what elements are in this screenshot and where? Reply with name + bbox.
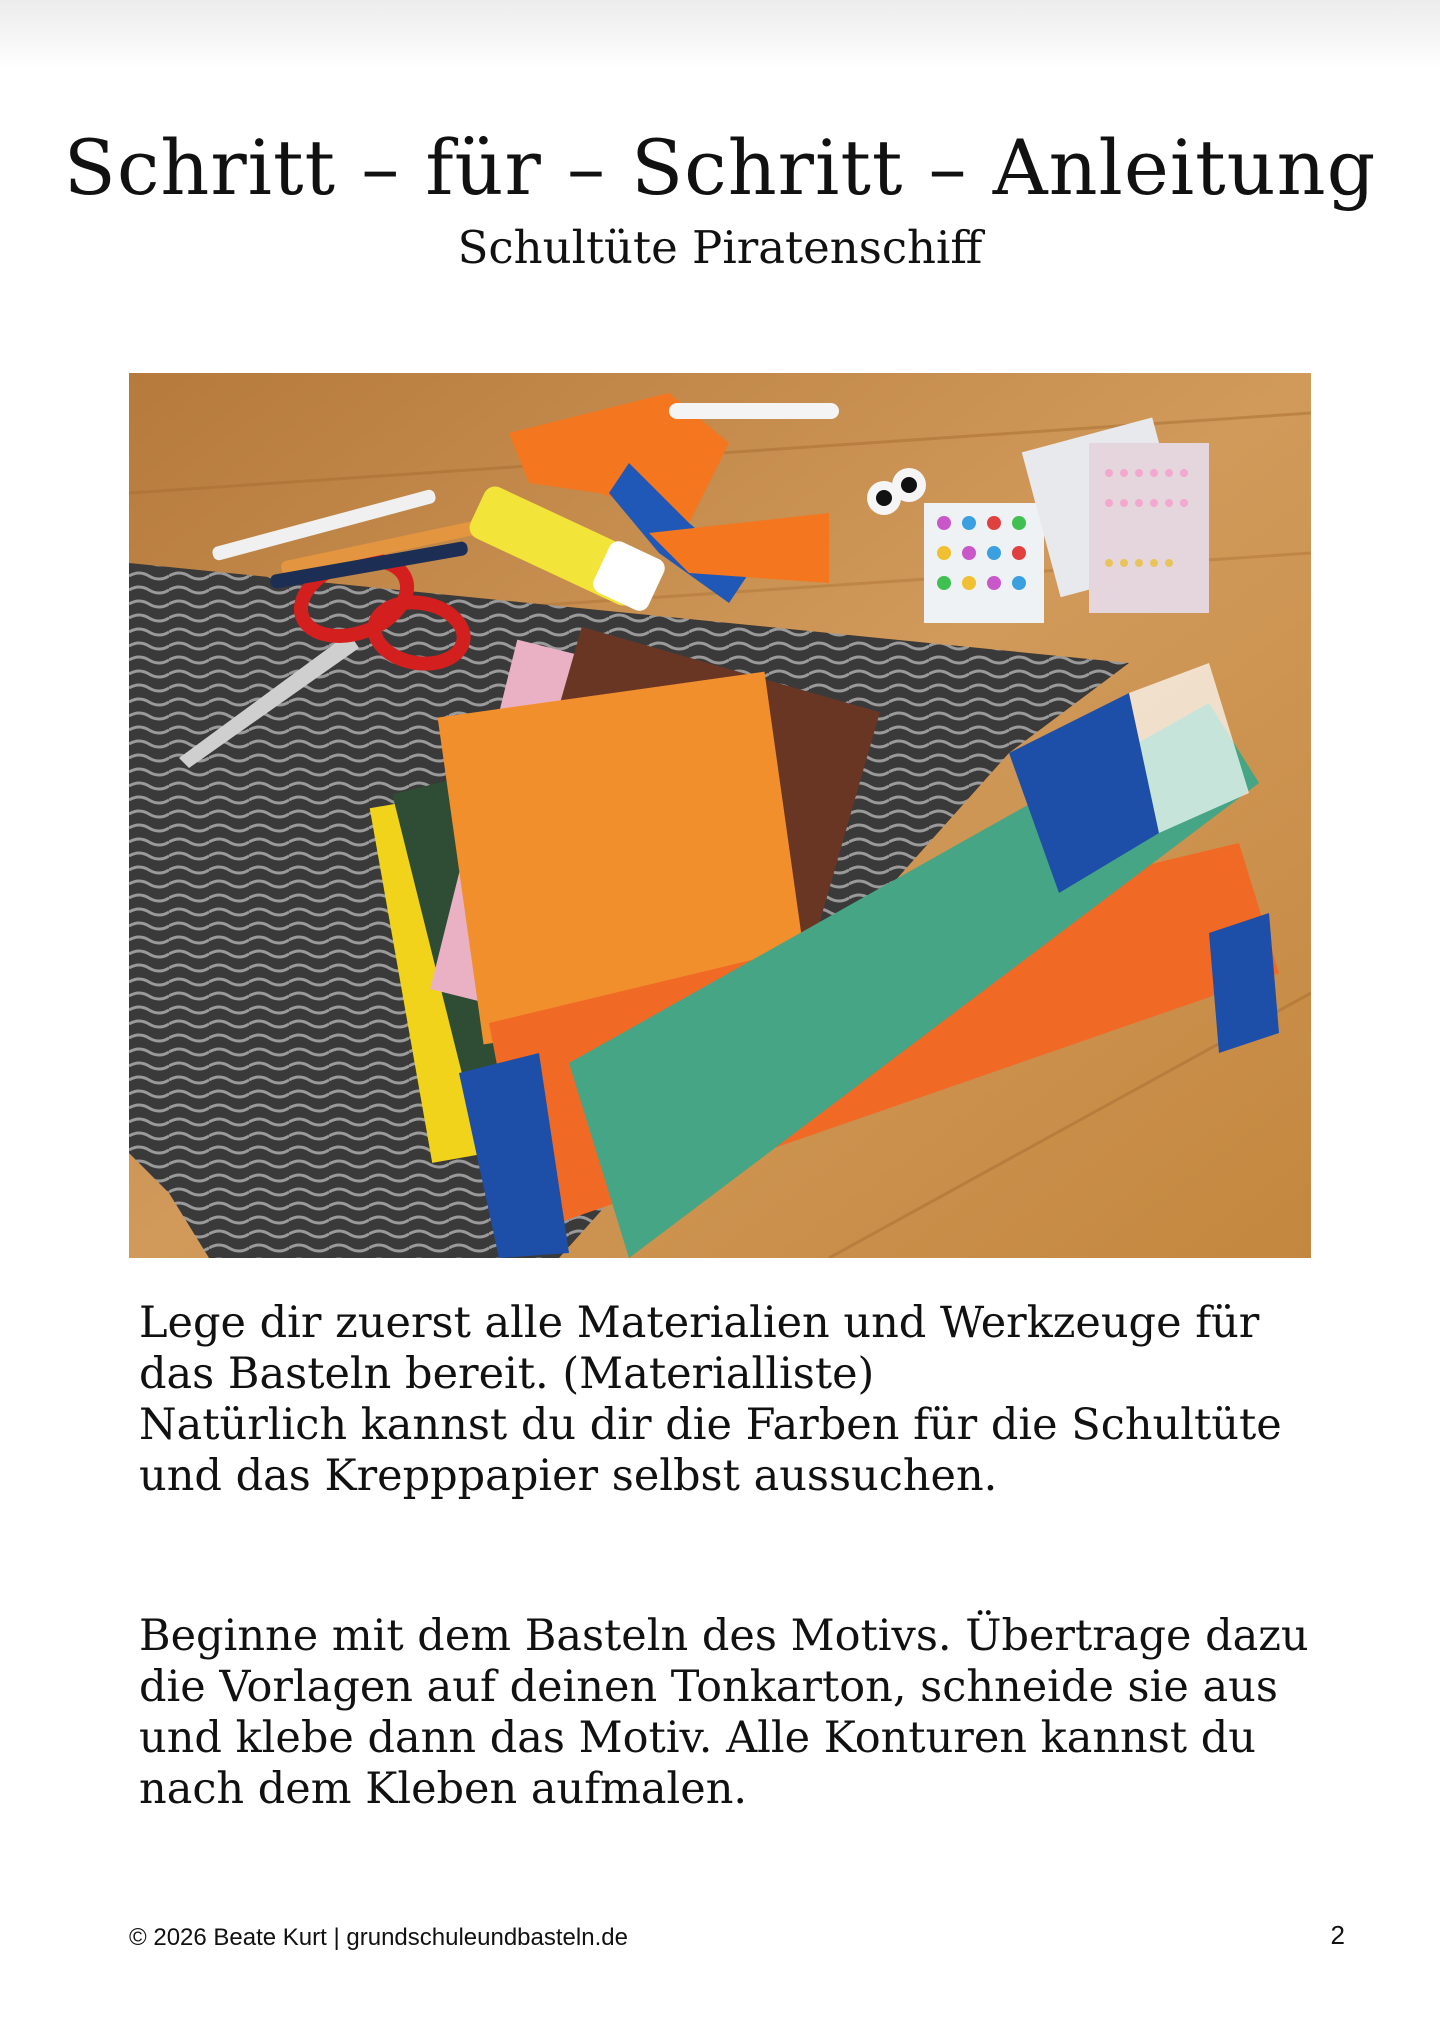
page-number: 2: [1330, 1920, 1345, 1950]
page-title: Schritt – für – Schritt – Anleitung: [63, 123, 1377, 212]
paragraph-line: Lege dir zuerst alle Materialien und Werkzeuge für: [139, 1298, 1260, 1348]
instruction-paragraph-motif: [139, 1611, 1339, 1815]
paragraph-line: Beginne mit dem Basteln des Motivs. Übertrage dazu: [139, 1611, 1309, 1661]
page-top-shadow: [0, 0, 1440, 70]
page-subtitle: Schultüte Piratenschiff: [457, 221, 983, 274]
paragraph-line: Natürlich kannst du dir die Farben für die Schultüte: [139, 1400, 1282, 1450]
paragraph-line: die Vorlagen auf deinen Tonkarton, schneide sie aus: [139, 1662, 1278, 1712]
instruction-paragraph-materials: [139, 1298, 1339, 1502]
paragraph-line: das Basteln bereit. (Materialliste): [139, 1349, 875, 1399]
paragraph-line: und das Krepppapier selbst aussuchen.: [139, 1451, 998, 1501]
materials-photo: [129, 373, 1311, 1258]
paragraph-line: und klebe dann das Motiv. Alle Konturen kannst du: [139, 1713, 1256, 1763]
footer-copyright: © 2026 Beate Kurt | grundschuleundbasteln.de: [129, 1924, 628, 1951]
paragraph-line: nach dem Kleben aufmalen.: [139, 1764, 748, 1814]
